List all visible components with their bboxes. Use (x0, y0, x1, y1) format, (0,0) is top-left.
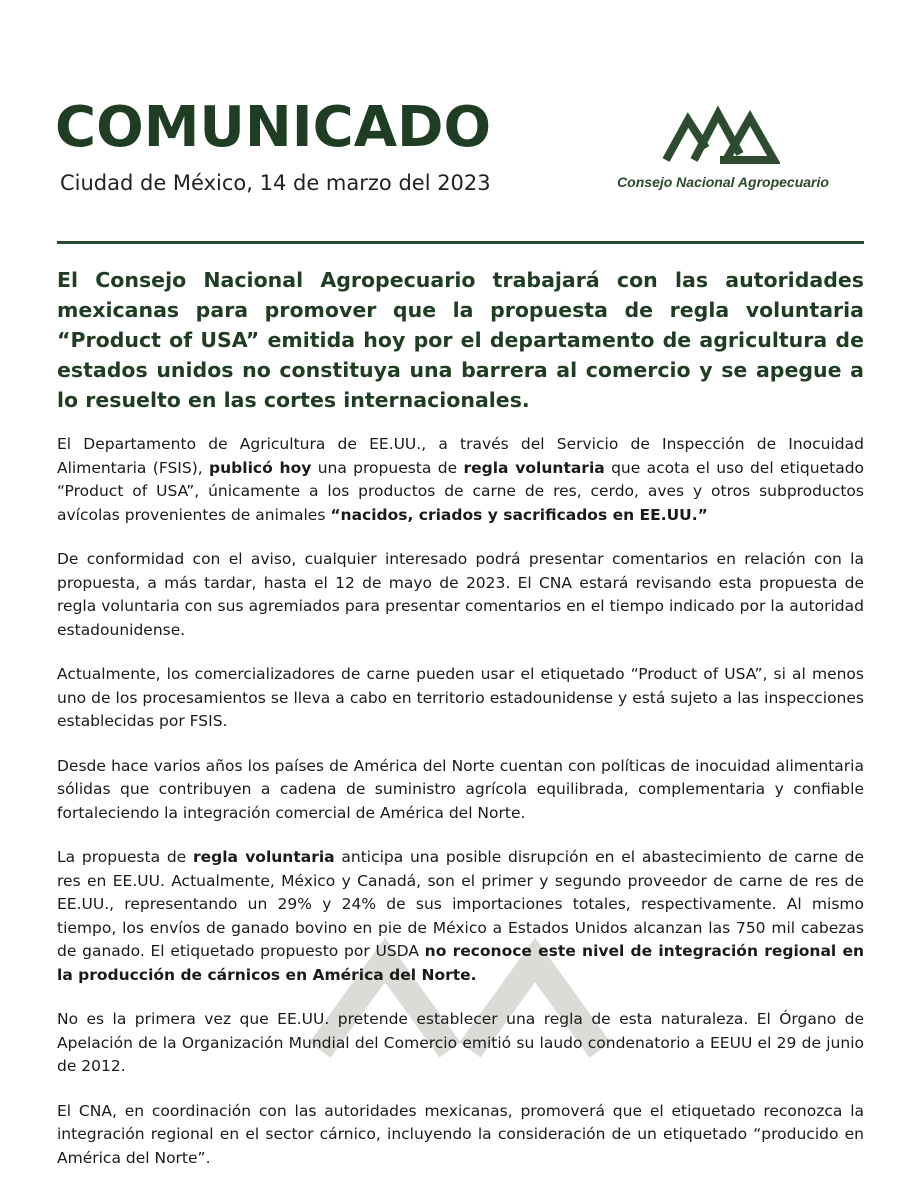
headline: El Consejo Nacional Agropecuario trabajará con las autoridades mexicanas para promover que la propuesta de regla voluntaria “Product of USA” emitida hoy por el departamento de agricultura de estados unidos no constituya una barrera al comercio y se apegue a lo resuelto en las cortes internacionales. (57, 268, 864, 412)
text-run: una propuesta de (311, 458, 464, 477)
cna-logo (598, 98, 848, 198)
emphasis: “nacidos, criados y sacrificados en EE.UU.” (330, 505, 708, 524)
paragraph-5 (57, 846, 864, 987)
body-text (57, 433, 864, 1191)
paragraph-4: Desde hace varios años los países de América del Norte cuentan con políticas de inocuidad alimentaria sólidas que contribuyen a cadena de suministro agrícola equilibrada, complementaria y confiable fortaleciendo la integración comercial de América del Norte. (57, 756, 864, 822)
paragraph-1 (57, 433, 864, 527)
text-run: La propuesta de (57, 848, 193, 866)
emphasis: regla voluntaria (463, 458, 605, 477)
dateline: Ciudad de México, 14 de marzo del 2023 (60, 171, 491, 195)
paragraph-7: El CNA, en coordinación con las autoridades mexicanas, promoverá que el etiquetado reconozca la integración regional en el sector cárnico, incluyendo la consideración de un etiquetado “producido en América del Norte”. (57, 1101, 864, 1167)
text-run: El Departamento de Agricultura de EE.UU., a través del Servicio de Inspección de Inocuidad Alimentaria (FSIS), (57, 435, 864, 477)
divider (57, 241, 864, 244)
text-run: que acota el uso del etiquetado “Product of USA”, únicamente a los productos de carne de res, cerdo, aves y otros subproductos avícolas provenientes de animales (57, 458, 865, 524)
emphasis: regla voluntaria (192, 848, 335, 866)
emphasis: no reconoce este nivel de integración regional en la producción de cárnicos en América del Norte. (57, 942, 864, 984)
paragraph-3: Actualmente, los comercializadores de carne pueden usar el etiquetado “Product of USA”, si al menos uno de los procesamientos se lleva a cabo en territorio estadounidense y está sujeto a las inspecciones establecidas por FSIS. (57, 665, 864, 730)
paragraph-6: No es la primera vez que EE.UU. pretende establecer una regla de esta naturaleza. El Órgano de Apelación de la Organización Mundial del Comercio emitió su laudo condenatorio a EEUU el 29 de junio de 2012. (57, 1010, 864, 1075)
cna-mountains-icon (660, 98, 780, 168)
logo-name: Consejo Nacional Agropecuario (617, 174, 829, 190)
page-title: COMUNICADO (55, 95, 492, 160)
paragraph-2: De conformidad con el aviso, cualquier interesado podrá presentar comentarios en relación con la propuesta, a más tardar, hasta el 12 de mayo de 2023. El CNA estará revisando esta propuesta de regla voluntaria con sus agremiados para presentar comentarios en el tiempo indicado por la autoridad estadounidense. (57, 550, 864, 639)
text-run: anticipa una posible disrupción en el abastecimiento de carne de res en EE.UU. Actualmente, México y Canadá, son el primer y segundo proveedor de carne de res de EE.UU., representando un 29% y 24% de sus importaciones totales, respectivamente. Al mismo tiempo, los envíos de ganado bovino en pie de México a Estados Unidos alcanzan las 750 mil cabezas de ganado. El etiquetado propuesto por USDA (57, 848, 864, 960)
emphasis: publicó hoy (209, 458, 312, 477)
